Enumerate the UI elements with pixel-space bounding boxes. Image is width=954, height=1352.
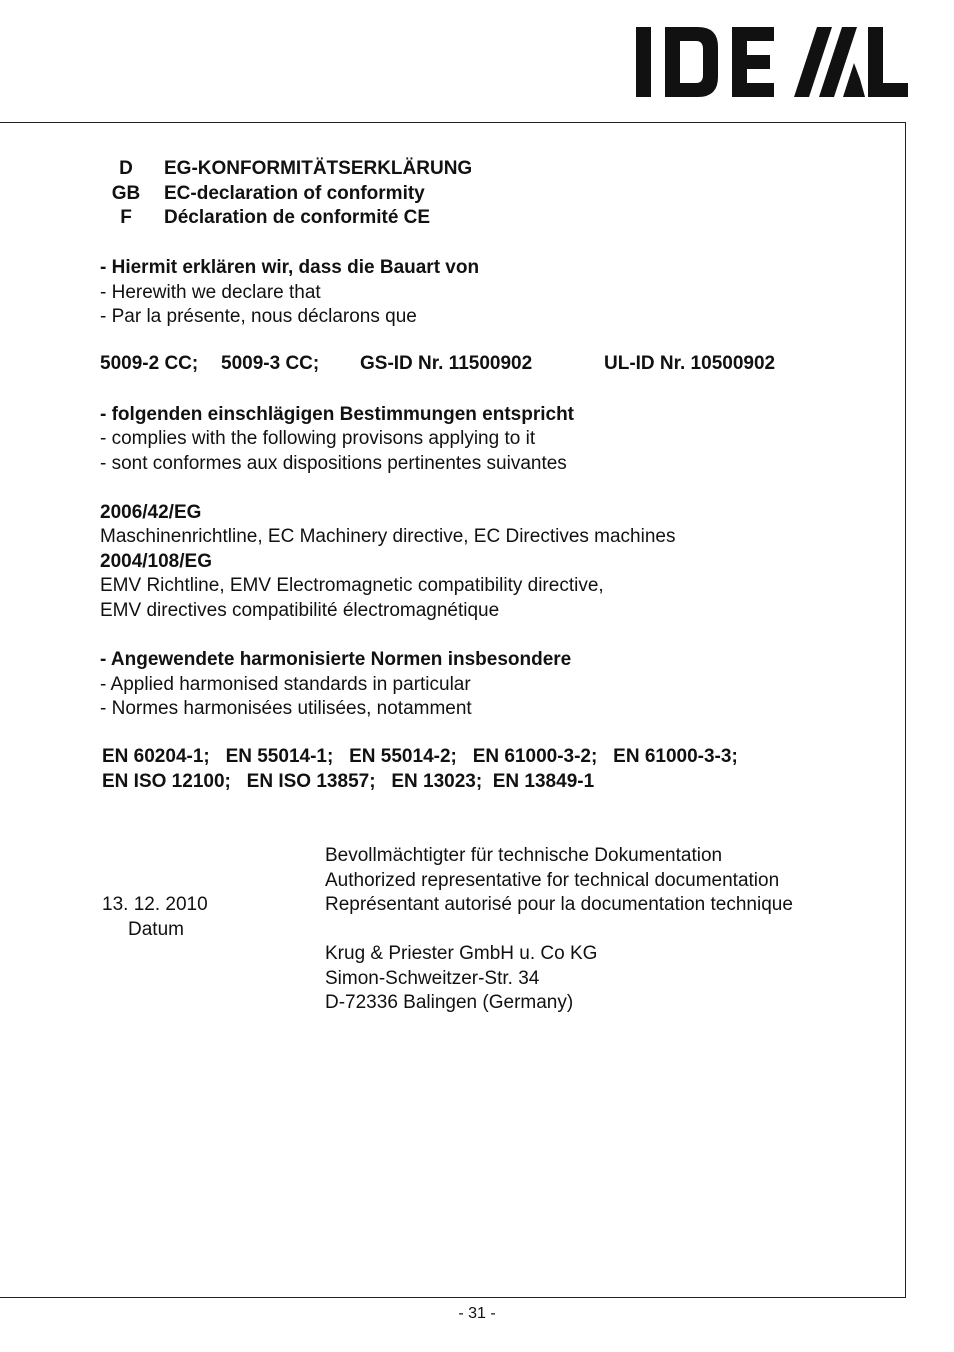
- company-name: Krug & Priester GmbH u. Co KG: [325, 943, 598, 964]
- declare-de: - Hiermit erklären wir, dass die Bauart von: [100, 257, 480, 278]
- complies-en: - complies with the following provisons applying to it: [100, 428, 536, 449]
- directive-desc-2a: EMV Richtline, EMV Electromagnetic compatibility directive,: [100, 575, 604, 596]
- complies-de: - folgenden einschlägigen Bestimmungen entspricht: [100, 404, 574, 425]
- title-de: EG-KONFORMITÄTSERKLÄRUNG: [164, 158, 473, 179]
- title-fr: Déclaration de conformité CE: [164, 207, 431, 228]
- standards-intro-fr: - Normes harmonisées utilisées, notamment: [100, 698, 472, 719]
- company-city: D-72336 Balingen (Germany): [325, 992, 574, 1013]
- title-en: EC-declaration of conformity: [164, 183, 425, 204]
- standards-intro-de: - Angewendete harmonisierte Normen insbesondere: [100, 649, 572, 670]
- directive-desc-2b: EMV directives compatibilité électromagnétique: [100, 600, 500, 621]
- representative-de: Bevollmächtigter für technische Dokumentation: [325, 845, 723, 866]
- ul-id: UL-ID Nr. 10500902: [604, 353, 776, 374]
- directive-code-2: 2004/108/EG: [100, 551, 212, 572]
- directive-code-1: 2006/42/EG: [100, 502, 202, 523]
- lang-code-f: F: [120, 207, 132, 228]
- declare-en: - Herewith we declare that: [100, 282, 321, 303]
- representative-en: Authorized representative for technical documentation: [325, 870, 780, 891]
- lang-code-gb: GB: [111, 183, 141, 204]
- declare-fr: - Par la présente, nous déclarons que: [100, 306, 417, 327]
- ideal-logo: [636, 27, 908, 97]
- lang-code-d: D: [119, 158, 133, 179]
- company-street: Simon-Schweitzer-Str. 34: [325, 968, 540, 989]
- declaration-date: 13. 12. 2010: [102, 894, 208, 915]
- representative-fr: Représentant autorisé pour la documentation technique: [325, 894, 793, 915]
- page-number: - 31 -: [458, 1305, 496, 1322]
- directive-desc-1: Maschinenrichtline, EC Machinery directive, EC Directives machines: [100, 526, 676, 547]
- date-label: Datum: [128, 919, 184, 940]
- model-5009-3: 5009-3 CC;: [221, 353, 320, 374]
- gs-id: GS-ID Nr. 11500902: [360, 353, 533, 374]
- standards-intro-en: - Applied harmonised standards in particular: [100, 674, 471, 695]
- model-5009-2: 5009-2 CC;: [100, 353, 199, 374]
- standards-line-1: EN 60204-1; EN 55014-1; EN 55014-2; EN 61000-3-2; EN 61000-3-3;: [102, 746, 738, 767]
- complies-fr: - sont conformes aux dispositions pertinentes suivantes: [100, 453, 567, 474]
- standards-line-2: EN ISO 12100; EN ISO 13857; EN 13023; EN 13849-1: [102, 771, 595, 792]
